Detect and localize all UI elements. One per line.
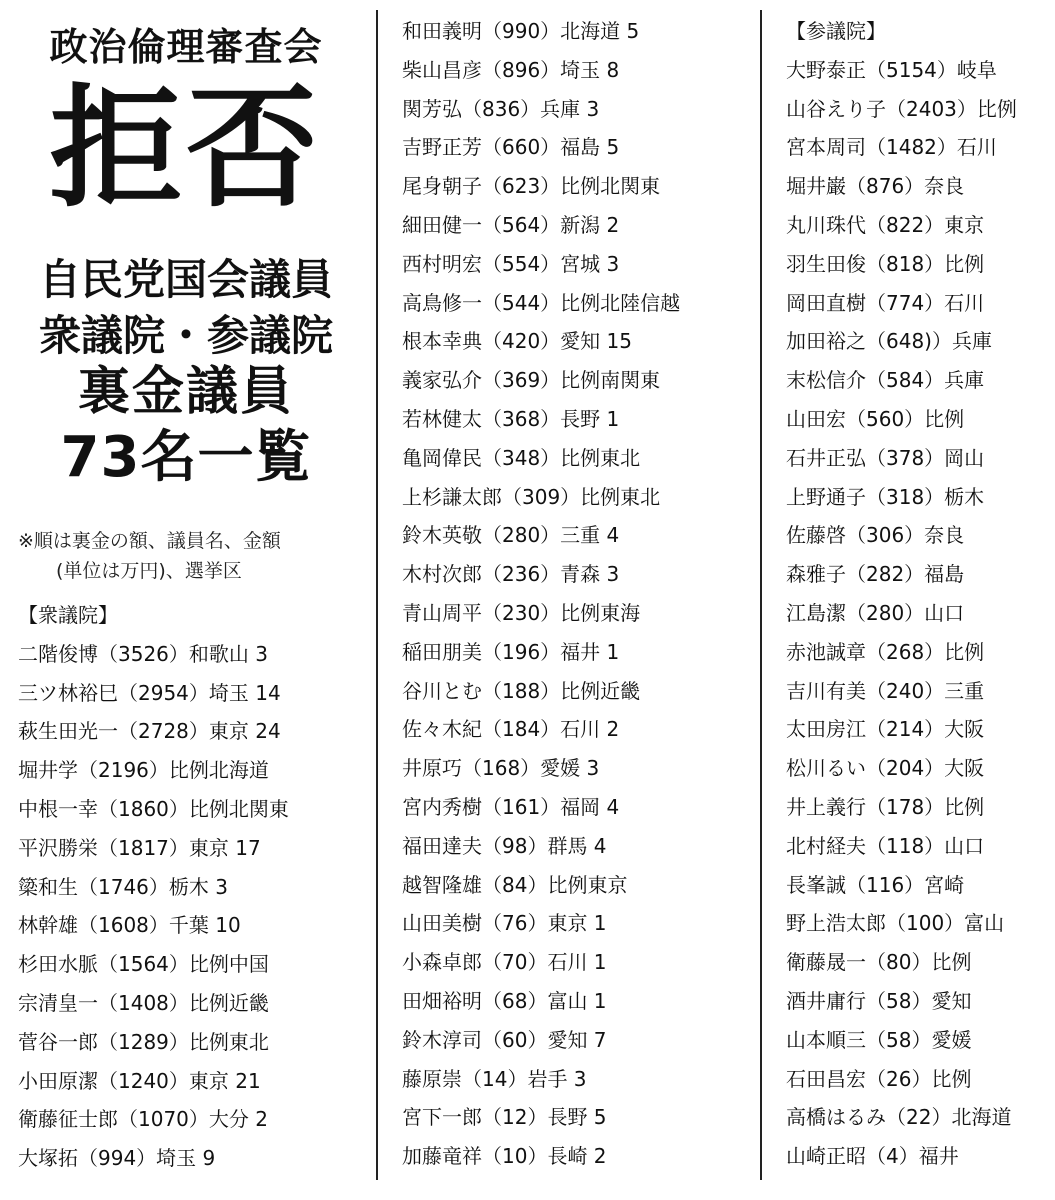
shugiin-member-entry: 宗清皇一（1408）比例近畿 [18,990,269,1015]
sangiin-member-entry: 吉川有美（240）三重 [786,678,985,703]
shugiin-member-entry: 萩生田光一（2728）東京 24 [18,719,281,744]
shugiin-member-entry: 尾身朝子（623）比例北関東 [402,174,661,199]
shugiin-member-entry: 田畑裕明（68）富山 1 [402,988,607,1013]
shugiin-member-entry: 小田原潔（1240）東京 21 [18,1068,261,1093]
refusal-headline: 拒否 [50,72,322,226]
sangiin-member-entry: 山田宏（560）比例 [786,406,965,431]
shugiin-member-entry: 根本幸典（420）愛知 15 [402,329,632,354]
sangiin-list [786,12,1017,1176]
shugiin-member-entry: 福田達夫（98）群馬 4 [402,833,607,858]
shugiin-member-entry: 西村明宏（554）宮城 3 [402,251,620,276]
subtitle-houses: 衆議院・参議院 [38,311,333,360]
ordering-note [18,526,358,586]
sangiin-member-entry: 野上浩太郎（100）富山 [786,911,1005,936]
sangiin-member-entry: 丸川珠代（822）東京 [786,212,985,237]
committee-title: 政治倫理審査会 [49,25,323,69]
shugiin-member-entry: 林幹雄（1608）千葉 10 [18,913,241,938]
subtitle-party: 自民党国会議員 [38,255,333,304]
shugiin-member-entry: 上杉謙太郎（309）比例東北 [402,484,661,509]
shugiin-member-entry: 二階俊博（3526）和歌山 3 [18,641,268,666]
subtitle-count: 73名一覧 [60,425,312,490]
shugiin-member-entry: 平沢勝栄（1817）東京 17 [18,835,261,860]
column-divider-2 [760,10,762,1180]
shugiin-member-entry: 宮下一郎（12）長野 5 [402,1105,607,1130]
shugiin-member-entry: 簗和生（1746）栃木 3 [18,874,228,899]
sangiin-member-entry: 森雅子（282）福島 [786,562,965,587]
sangiin-member-entry: 酒井庸行（58）愛知 [786,988,972,1013]
shugiin-member-entry: 亀岡偉民（348）比例東北 [402,445,641,470]
sangiin-member-entry: 加田裕之（648)）兵庫 [786,329,992,354]
ordering-note-line2: (単位は万円)、選挙区 [56,560,242,582]
sangiin-member-entry: 石田昌宏（26）比例 [786,1066,972,1091]
sangiin-member-entry: 高橋はるみ（22）北海道 [786,1105,1012,1130]
sangiin-member-entry: 衛藤晟一（80）比例 [786,950,972,975]
shugiin-list-part2 [402,12,680,1176]
shugiin-member-entry: 吉野正芳（660）福島 5 [402,135,620,160]
sangiin-member-entry: 山谷えり子（2403）比例 [786,96,1017,121]
sangiin-member-entry: 上野通子（318）栃木 [786,484,985,509]
shugiin-member-entry: 藤原崇（14）岩手 3 [402,1066,587,1091]
shugiin-member-entry: 越智隆雄（84）比例東京 [402,872,628,897]
shugiin-member-entry: 木村次郎（236）青森 3 [402,562,620,587]
shugiin-member-entry: 青山周平（230）比例東海 [402,600,641,625]
shugiin-section-heading: 【衆議院】 [18,603,118,627]
shugiin-member-entry: 若林健太（368）長野 1 [402,406,620,431]
sangiin-member-entry: 井上義行（178）比例 [786,794,985,819]
shugiin-member-entry: 中根一幸（1860）比例北関東 [18,796,289,821]
shugiin-member-entry: 和田義明（990）北海道 5 [402,19,640,43]
sangiin-member-entry: 岡田直樹（774）石川 [786,290,985,315]
shugiin-member-entry: 高鳥修一（544）比例北陸信越 [402,290,681,315]
shugiin-member-entry: 山田美樹（76）東京 1 [402,911,607,936]
shugiin-member-entry: 稲田朋美（196）福井 1 [402,639,620,664]
sangiin-member-entry: 堀井巌（876）奈良 [786,174,965,199]
shugiin-member-entry: 柴山昌彦（896）埼玉 8 [402,57,620,82]
ordering-note-line1: ※順は裏金の額、議員名、金額 [18,530,281,552]
sangiin-member-entry: 大野泰正（5154）岐阜 [786,57,997,82]
shugiin-member-entry: 加藤竜祥（10）長崎 2 [402,1144,607,1169]
shugiin-member-entry: 関芳弘（836）兵庫 3 [402,96,600,121]
sangiin-member-entry: 江島潔（280）山口 [786,600,965,625]
shugiin-member-entry: 三ツ林裕巳（2954）埼玉 14 [18,680,281,705]
sangiin-member-entry: 石井正弘（378）岡山 [786,445,985,470]
shugiin-member-entry: 菅谷一郎（1289）比例東北 [18,1029,269,1054]
shugiin-member-entry: 鈴木英敬（280）三重 4 [402,523,620,548]
sangiin-member-entry: 山崎正昭（4）福井 [786,1144,959,1169]
sangiin-member-entry: 山本順三（58）愛媛 [786,1027,972,1052]
column-divider-1 [376,10,378,1180]
sangiin-member-entry: 赤池誠章（268）比例 [786,639,985,664]
sangiin-member-entry: 佐藤啓（306）奈良 [786,523,965,548]
shugiin-member-entry: 義家弘介（369）比例南関東 [402,368,661,393]
sangiin-member-entry: 松川るい（204）大阪 [786,756,985,781]
shugiin-member-entry: 細田健一（564）新潟 2 [402,212,620,237]
shugiin-member-entry: 杉田水脈（1564）比例中国 [18,952,269,977]
shugiin-member-entry: 宮内秀樹（161）福岡 4 [402,794,620,819]
shugiin-member-entry: 小森卓郎（70）石川 1 [402,950,607,975]
subtitle-slush-fund: 裏金議員 [77,362,294,422]
sangiin-member-entry: 末松信介（584）兵庫 [786,368,985,393]
sangiin-member-entry: 太田房江（214）大阪 [786,717,985,742]
shugiin-member-entry: 衛藤征士郎（1070）大分 2 [18,1107,268,1132]
shugiin-member-entry: 鈴木淳司（60）愛知 7 [402,1027,607,1052]
shugiin-member-entry: 堀井学（2196）比例北海道 [18,758,269,783]
shugiin-list-part1 [18,596,289,1178]
sangiin-member-entry: 長峯誠（116）宮崎 [786,872,965,897]
sangiin-member-entry: 羽生田俊（818）比例 [786,251,985,276]
shugiin-member-entry: 大塚拓（994）埼玉 9 [18,1146,216,1171]
sangiin-section-heading: 【参議院】 [786,19,886,43]
shugiin-member-entry: 谷川とむ（188）比例近畿 [402,678,641,703]
shugiin-member-entry: 佐々木紀（184）石川 2 [402,717,620,742]
sangiin-member-entry: 宮本周司（1482）石川 [786,135,997,160]
shugiin-member-entry: 井原巧（168）愛媛 3 [402,756,600,781]
sangiin-member-entry: 北村経夫（118）山口 [786,833,985,858]
